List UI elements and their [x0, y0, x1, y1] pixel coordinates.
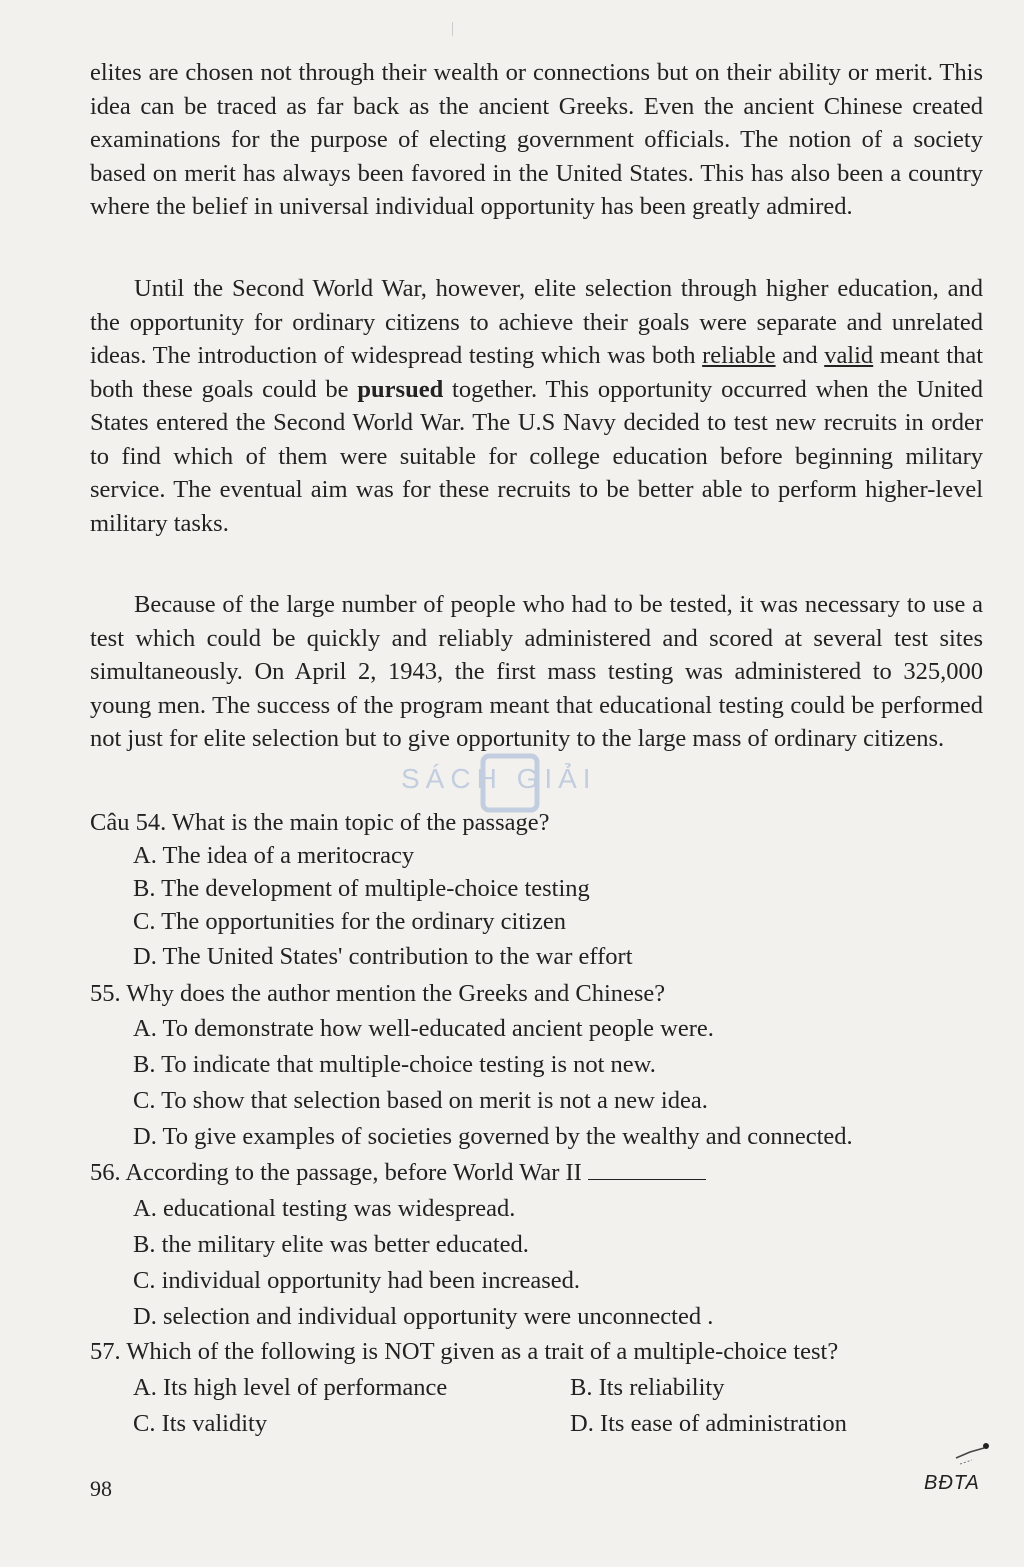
- q55-option-b[interactable]: B. To indicate that multiple-choice testing is not new.: [133, 1051, 656, 1078]
- question-57: 57. Which of the following is NOT given as a trait of a multiple-choice test?: [90, 1338, 839, 1365]
- q56-option-b[interactable]: B. the military elite was better educated.: [133, 1231, 529, 1258]
- ornament-icon: [950, 1440, 990, 1470]
- underlined-word-reliable: reliable: [702, 342, 776, 369]
- question-56: 56. According to the passage, before World War II: [90, 1156, 706, 1189]
- underlined-word-valid: valid: [824, 342, 874, 369]
- q57-option-c[interactable]: C. Its validity: [133, 1410, 268, 1437]
- q56-option-d[interactable]: D. selection and individual opportunity were unconnected .: [133, 1303, 714, 1330]
- q56-option-a[interactable]: A. educational testing was widespread.: [133, 1195, 516, 1222]
- passage-paragraph-2: Until the Second World War, however, elite selection through higher education, and the opportunity for ordinary citizens to achieve their goals were separate and unrelated ideas. The introduction of widespread testing which was both reliable and valid meant that both these goals could be pursued together. This opportunity occurred when the United States entered the Second World War. The U.S Navy decided to test new recruits in order to find which of them were suitable for college education before beginning military service. The eventual aim was for these recruits to be better able to perform higher-level military tasks.: [90, 275, 983, 537]
- q54-option-b[interactable]: B. The development of multiple-choice testing: [133, 875, 590, 902]
- bold-word-pursued: pursued: [357, 375, 444, 403]
- question-54: Câu 54. What is the main topic of the passage?: [90, 809, 550, 836]
- question-55: 55. Why does the author mention the Greeks and Chinese?: [90, 980, 666, 1007]
- passage-paragraph-1: elites are chosen not through their wealth or connections but on their ability or merit. This idea can be traced as far back as the ancient Greeks. Even the ancient Chinese created examinations for the purpose of electing government officials. The notion of a society based on merit has always been favored in the United States. This has also been a country where the belief in universal individual opportunity has been greatly admired.: [90, 59, 983, 220]
- answer-blank: [588, 1159, 706, 1180]
- q55-option-c[interactable]: C. To show that selection based on merit is not a new idea.: [133, 1087, 708, 1114]
- q54-option-d[interactable]: D. The United States' contribution to the war effort: [133, 943, 633, 970]
- q55-option-a[interactable]: A. To demonstrate how well-educated ancient people were.: [133, 1015, 714, 1042]
- q55-option-d[interactable]: D. To give examples of societies governed by the wealthy and connected.: [133, 1123, 853, 1150]
- q54-option-c[interactable]: C. The opportunities for the ordinary citizen: [133, 908, 566, 935]
- q54-option-a[interactable]: A. The idea of a meritocracy: [133, 842, 415, 869]
- publisher-brand: BĐTA: [924, 1472, 980, 1494]
- q56-option-c[interactable]: C. individual opportunity had been increased.: [133, 1267, 581, 1294]
- svg-text:SÁCH GIẢI: SÁCH GIẢI: [401, 763, 597, 794]
- q57-option-a[interactable]: A. Its high level of performance: [133, 1374, 448, 1401]
- page-number: 98: [90, 1476, 112, 1501]
- scan-mark: [452, 22, 453, 36]
- q57-option-b[interactable]: B. Its reliability: [570, 1374, 725, 1401]
- passage-paragraph-3: Because of the large number of people who had to be tested, it was necessary to use a test which could be quickly and reliably administered and scored at several test sites simultaneously. On April 2, 1943, the first mass testing was administered to 325,000 young men. The success of the program meant that educational testing could be performed not just for elite selection but to give opportunity to the large mass of ordinary citizens.: [90, 591, 983, 752]
- q57-option-d[interactable]: D. Its ease of administration: [570, 1410, 847, 1437]
